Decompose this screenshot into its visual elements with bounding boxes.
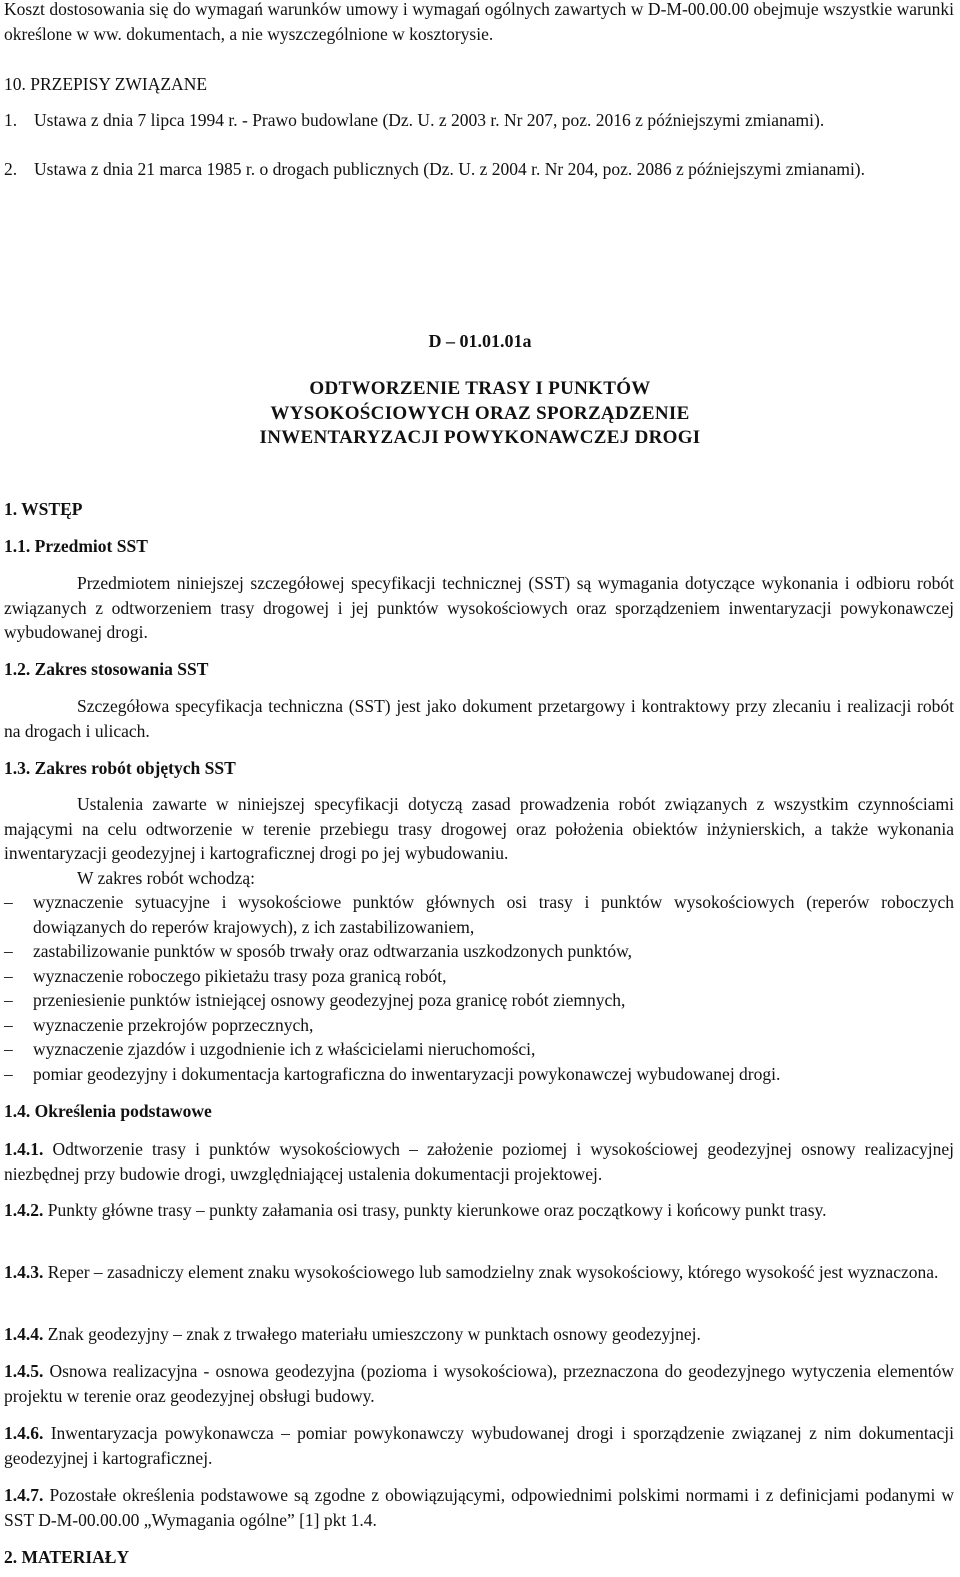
spec-title-line: INWENTARYZACJI POWYKONAWCZEJ DROGI [259,427,701,448]
section-2-heading: 2. MATERIAŁY [4,1547,130,1567]
definition-number: 1.4.1. [4,1139,44,1159]
spec-title [0,377,960,451]
definition [4,1359,954,1408]
definition-number: 1.4.4. [4,1324,44,1344]
list-item [4,890,954,939]
definition [4,1421,954,1470]
intro-paragraph: Koszt dostosowania się do wymagań warunków umowy i wymagań ogólnych zawartych w D-M-00.00.00 obejmuje wszystkie warunki określone w ww. dokumentach, a nie wyszczególnione w kosztorysie. [4,0,954,44]
definition [4,1198,954,1223]
list-item [4,1037,954,1062]
definition-number: 1.4.5. [4,1361,44,1381]
definition-text: Odtworzenie trasy i punktów wysokościowych – założenie poziomej i wysokościowej geodezyjnej osnowy realizacyjnej niezbędnej przy budowie drogi, uwzględniającej ustalenia dokumentacji projektowej. [4,1139,955,1184]
spec-code: D – 01.01.01a [428,331,532,351]
section-10-heading: 10. PRZEPISY ZWIĄZANE [4,74,208,94]
definition [4,1322,954,1347]
definition-text: Punkty główne trasy – punkty załamania osi trasy, punkty kierunkowe oraz początkowy i końcowy punkt trasy. [47,1200,827,1220]
definition-number: 1.4.3. [4,1262,44,1282]
subsection-1-3-heading: 1.3. Zakres robót objętych SST [4,758,236,778]
regulation-item [4,108,960,133]
regulation-item-text: Ustawa z dnia 21 marca 1985 r. o drogach publicznych (Dz. U. z 2004 r. Nr 204, poz. 2086 z późniejszymi zmianami). [34,159,866,179]
regulation-item [4,157,960,182]
list-item [4,964,954,989]
dash-bullet: – [4,1039,13,1059]
subsection-1-2-heading: 1.2. Zakres stosowania SST [4,659,209,679]
definition [4,1483,954,1532]
definition-text: Inwentaryzacja powykonawcza – pomiar powykonawczy wybudowanej drogi i sporządzenie związanej z nim dokumentacji geodezyjnej i kartograficznej. [4,1423,954,1468]
dash-bullet: – [4,1014,13,1035]
list-item-text: pomiar geodezyjny i dokumentacja kartograficzna do inwentaryzacji powykonawczej wybudowanej drogi. [33,1063,781,1084]
dash-bullet: – [4,941,13,961]
list-item [4,939,954,964]
regulation-item-number: 1. [4,110,18,130]
definition-text: Reper – zasadniczy element znaku wysokościowego lub samodzielny znak wysokościowy, którego wysokość jest wyznaczona. [47,1262,939,1282]
section-1-heading: 1. WSTĘP [4,499,83,519]
spec-title-line: WYSOKOŚCIOWYCH ORAZ SPORZĄDZENIE [270,402,690,424]
list-item-text: wyznaczenie przekrojów poprzecznych, [33,1014,314,1035]
dash-bullet: – [4,990,13,1010]
definition-number: 1.4.6. [4,1423,44,1443]
dash-bullet: – [4,965,13,986]
subsection-1-4-heading: 1.4. Określenia podstawowe [4,1101,212,1121]
list-item-text: przeniesienie punktów istniejącej osnowy geodezyjnej poza granicę robót ziemnych, [33,990,626,1010]
dash-bullet: – [4,892,13,912]
definition-text: Pozostałe określenia podstawowe są zgodne z obowiązującymi, odpowiednimi polskimi normami i z definicjami podanymi w SST D-M-00.00.00 „Wymagania ogólne” [1] pkt 1.4. [4,1485,955,1530]
subsection-1-3-text: Ustalenia zawarte w niniejszej specyfikacji dotyczą zasad prowadzenia robót związanych z wszystkim czynnościami mającymi na celu odtworzenie w terenie przebiegu trasy drogowej oraz położenia obiektów inżynierskich, a także wykonania inwentaryzacji geodezyjnej i kartograficznej drogi po jej wybudowaniu. [4,794,954,863]
definition [4,1137,954,1186]
scope-intro: W zakres robót wchodzą: [77,868,256,888]
list-item-text: wyznaczenie zjazdów i uzgodnienie ich z właścicielami nieruchomości, [33,1039,536,1059]
subsection-1-2-text: Szczegółowa specyfikacja techniczna (SST) jest jako dokument przetargowy i kontraktowy przy zlecaniu i realizacji robót na drogach i ulicach. [4,696,954,741]
subsection-1-1-text: Przedmiotem niniejszej szczegółowej specyfikacji technicznej (SST) są wymagania dotyczące wykonania i odbioru robót związanych z odtworzeniem trasy drogowej i jej punktów wysokościowych oraz sporządzeniem inwentaryzacji powykonawczej wybudowanej drogi. [4,573,954,642]
definition [4,1260,954,1285]
definition-number: 1.4.7. [4,1485,44,1505]
dash-bullet: – [4,1063,13,1084]
subsection-1-1-heading: 1.1. Przedmiot SST [4,536,148,556]
list-item [4,1013,954,1038]
definition-text: Osnowa realizacyjna - osnowa geodezyjna (pozioma i wysokościowa), przeznaczona do geodezyjnego wytyczenia elementów projektu w terenie oraz geodezyjnej obsługi budowy. [4,1361,955,1406]
list-item-text: wyznaczenie sytuacyjne i wysokościowe punktów głównych osi trasy i punktów wysokościowych (reperów roboczych dowiązanych do reperów krajowych), z ich zastabilizowaniem, [33,892,954,937]
list-item [4,988,954,1013]
spec-title-line: ODTWORZENIE TRASY I PUNKTÓW [309,378,651,399]
list-item-text: wyznaczenie roboczego pikietażu trasy poza granicą robót, [33,965,447,986]
regulation-item-text: Ustawa z dnia 7 lipca 1994 r. - Prawo budowlane (Dz. U. z 2003 r. Nr 207, poz. 2016 z późniejszymi zmianami). [34,110,825,130]
list-item-text: zastabilizowanie punktów w sposób trwały oraz odtwarzania uszkodzonych punktów, [33,941,633,961]
regulation-item-number: 2. [4,159,18,179]
definition-number: 1.4.2. [4,1200,44,1220]
definition-text: Znak geodezyjny – znak z trwałego materiału umieszczony w punktach osnowy geodezyjnej. [47,1324,701,1344]
scope-list [4,890,954,1086]
list-item [4,1062,954,1087]
